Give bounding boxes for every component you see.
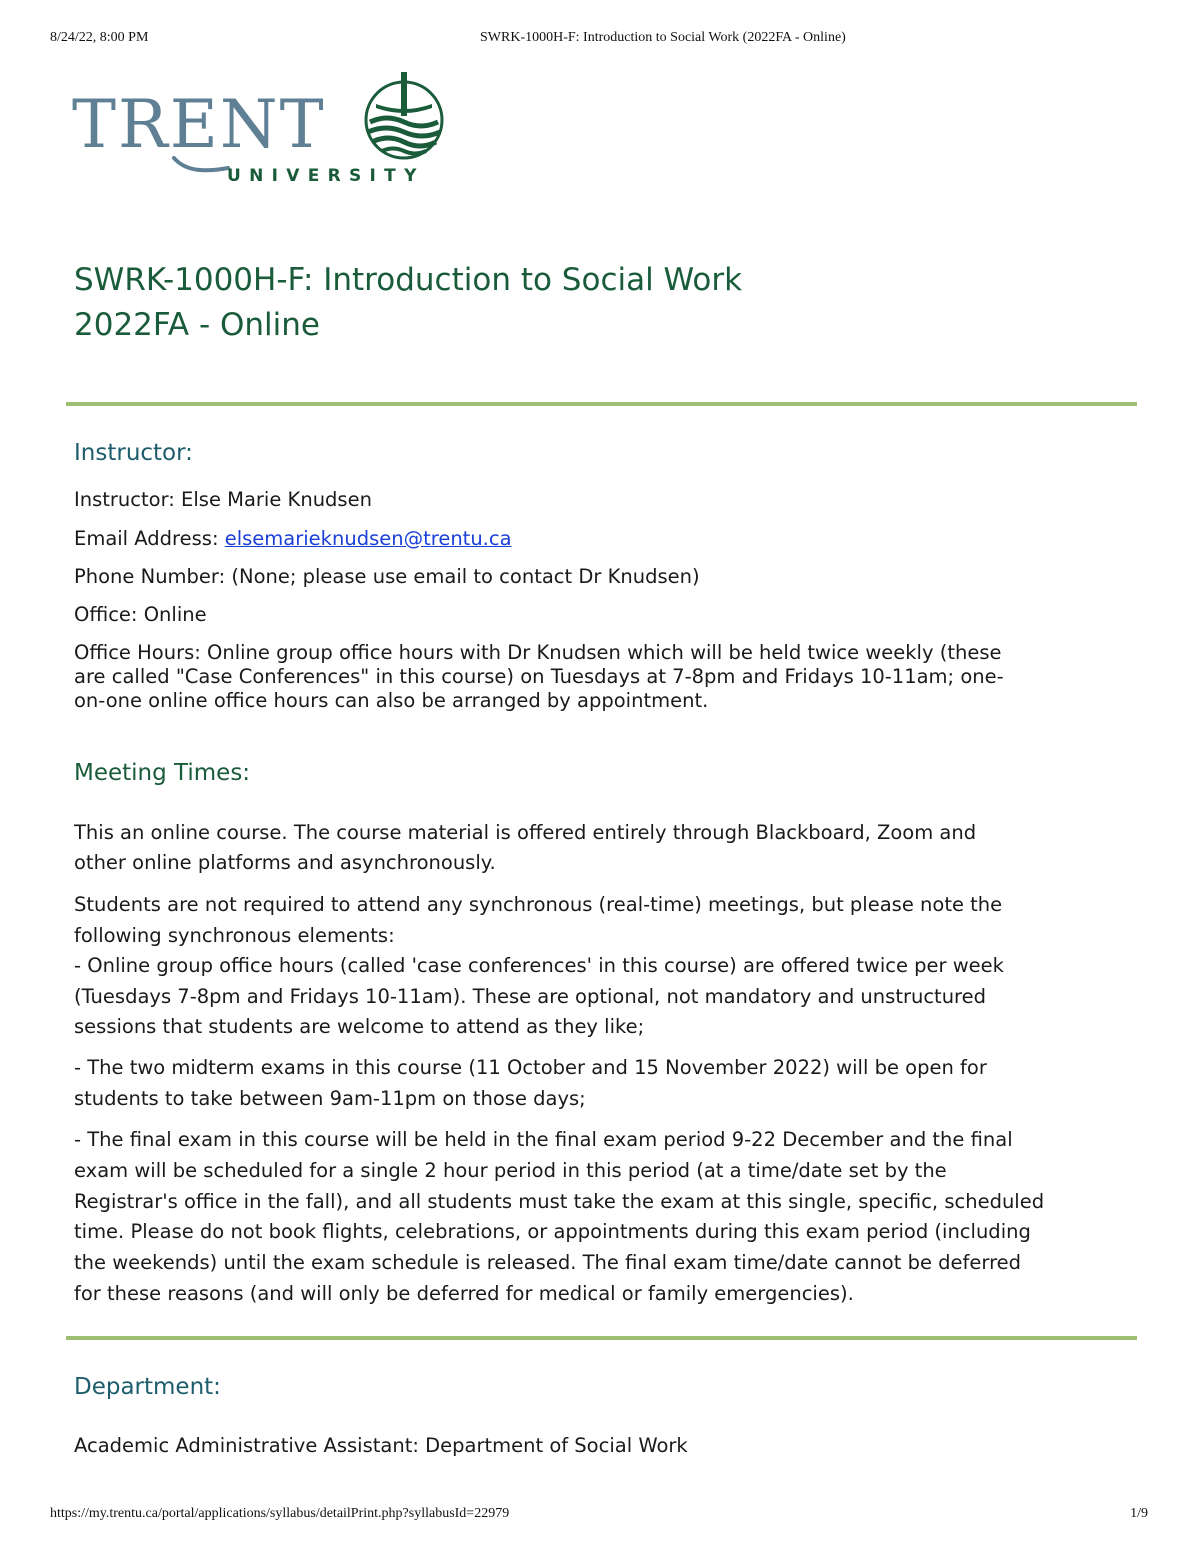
meeting-times-heading: Meeting Times: xyxy=(74,760,251,786)
paragraph-line: Registrar's office in the fall), and all students must take the exam at this single, specific, scheduled xyxy=(74,1189,1045,1213)
print-header xyxy=(50,30,1148,50)
phone-row xyxy=(74,565,700,588)
meeting-paragraph-2 xyxy=(74,890,1134,1043)
office-label: Office: xyxy=(74,603,138,626)
paragraph-line: other online platforms and asynchronously. xyxy=(74,851,496,874)
email-row xyxy=(74,527,512,550)
paragraph-line: for these reasons (and will only be deferred for medical or family emergencies). xyxy=(74,1281,854,1305)
section-divider xyxy=(66,1336,1137,1340)
email-link[interactable]: elsemarieknudsen@trentu.ca xyxy=(224,527,512,550)
course-title-line2: 2022FA - Online xyxy=(74,307,320,343)
trent-crest-icon xyxy=(362,70,446,162)
page-number: 1/9 xyxy=(1130,1506,1148,1521)
section-divider xyxy=(66,402,1137,406)
department-heading: Department: xyxy=(74,1374,221,1400)
office-hours-line: are called "Case Conferences" in this course) on Tuesdays at 7-8pm and Fridays 10-11am; one- xyxy=(74,665,1004,688)
logo-swash-icon xyxy=(172,156,232,176)
office-row xyxy=(74,603,207,626)
office-hours-line: on-one online office hours can also be arranged by appointment. xyxy=(74,689,709,712)
print-datetime: 8/24/22, 8:00 PM xyxy=(50,30,149,45)
print-url: https://my.trentu.ca/portal/applications/syllabus/detailPrint.php?syllabusId=22979 xyxy=(50,1506,510,1521)
meeting-paragraph-3 xyxy=(74,1052,1134,1114)
logo-subtitle: UNIVERSITY xyxy=(227,166,425,186)
instructor-label: Instructor: xyxy=(74,488,175,511)
paragraph-line: students to take between 9am-11pm on those days; xyxy=(74,1087,586,1110)
email-label: Email Address: xyxy=(74,527,219,550)
paragraph-line: the weekends) until the exam schedule is released. The final exam time/date cannot be deferred xyxy=(74,1251,1022,1275)
office-value: Online xyxy=(143,603,207,626)
phone-value: (None; please use email to contact Dr Knudsen) xyxy=(231,565,700,588)
meeting-paragraph-1 xyxy=(74,818,1134,878)
office-hours-paragraph xyxy=(74,641,1134,713)
instructor-heading: Instructor: xyxy=(74,440,193,466)
logo-wordmark: TRENT xyxy=(72,86,326,163)
paragraph-line: sessions that students are welcome to attend as they like; xyxy=(74,1015,645,1038)
print-footer xyxy=(50,1506,1148,1526)
trent-university-logo xyxy=(72,70,452,190)
paragraph-line: - Online group office hours (called 'case conferences' in this course) are offered twice per week xyxy=(74,954,1004,977)
paragraph-line: Students are not required to attend any synchronous (real-time) meetings, but please note the xyxy=(74,893,1003,916)
paragraph-line: (Tuesdays 7-8pm and Fridays 10-11am). These are optional, not mandatory and unstructured xyxy=(74,984,987,1008)
print-page-title: SWRK-1000H-F: Introduction to Social Work (2022FA - Online) xyxy=(480,30,846,45)
office-hours-line: Office Hours: Online group office hours with Dr Knudsen which will be held twice weekly (these xyxy=(74,641,1002,664)
paragraph-line: - The final exam in this course will be held in the final exam period 9-22 December and the final xyxy=(74,1128,1013,1151)
paragraph-line: exam will be scheduled for a single 2 hour period in this period (at a time/date set by the xyxy=(74,1158,947,1182)
paragraph-line: This an online course. The course material is offered entirely through Blackboard, Zoom and xyxy=(74,821,977,844)
department-text: Academic Administrative Assistant: Department of Social Work xyxy=(74,1434,688,1457)
course-title-line1: SWRK-1000H-F: Introduction to Social Work xyxy=(74,262,743,298)
instructor-value: Else Marie Knudsen xyxy=(181,488,372,511)
paragraph-line: time. Please do not book flights, celebrations, or appointments during this exam period (including xyxy=(74,1220,1031,1244)
instructor-name-row xyxy=(74,488,372,511)
paragraph-line: - The two midterm exams in this course (11 October and 15 November 2022) will be open for xyxy=(74,1056,987,1079)
phone-label: Phone Number: xyxy=(74,565,226,588)
paragraph-line: following synchronous elements: xyxy=(74,923,395,947)
meeting-paragraph-4 xyxy=(74,1125,1134,1310)
course-title xyxy=(74,258,742,348)
